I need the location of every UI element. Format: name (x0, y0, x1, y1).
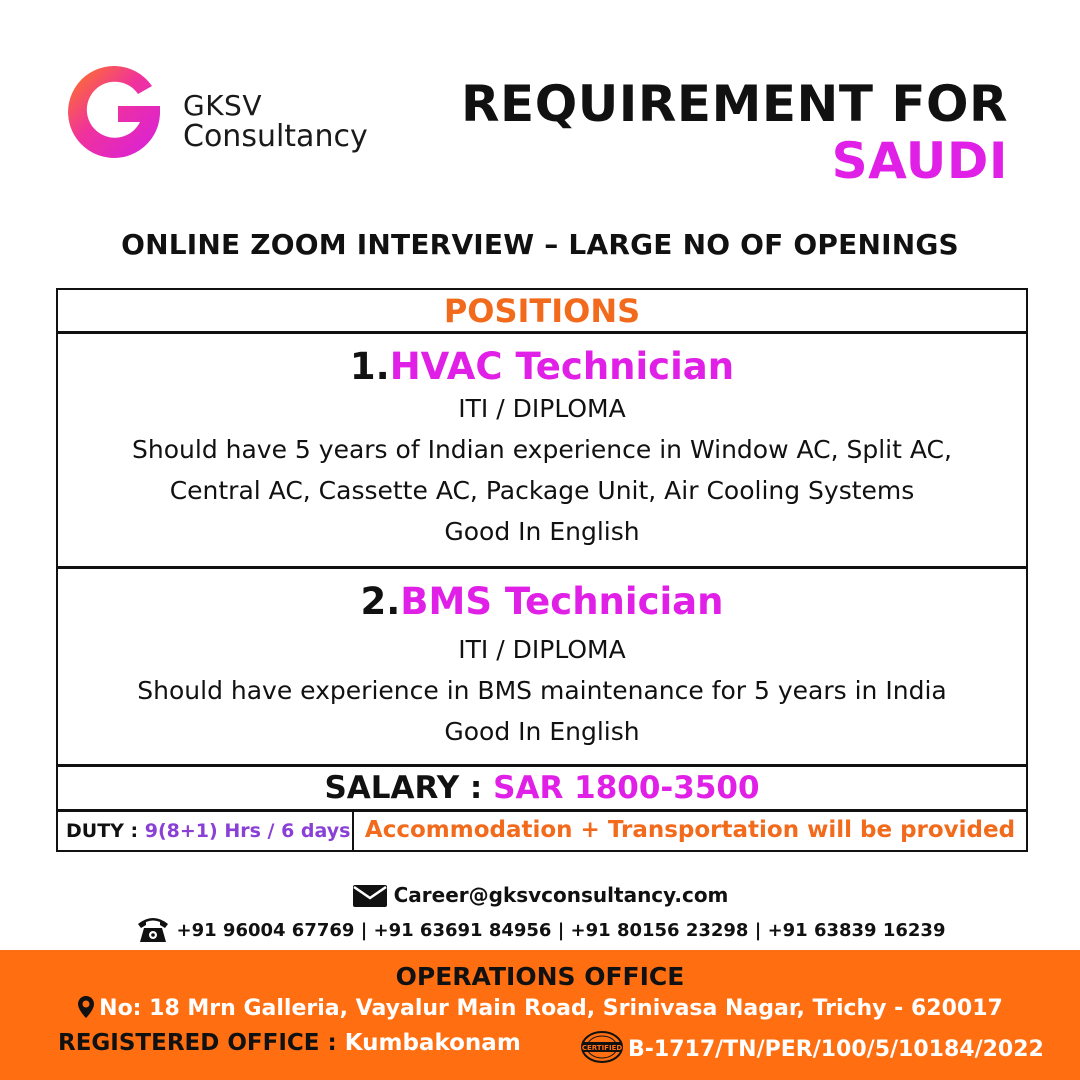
salary-label: SALARY : (324, 770, 483, 806)
job-card-2 (56, 566, 1028, 767)
salary-row (56, 764, 1028, 812)
salary-value: SAR 1800-3500 (493, 770, 760, 806)
job-2-qualification: ITI / DIPLOMA (458, 634, 626, 664)
job-name-2: BMS Technician (400, 580, 724, 623)
registered-office-value: Kumbakonam (344, 1030, 521, 1056)
title-country: SAUDI (831, 131, 1008, 190)
registered-office (58, 1030, 521, 1056)
benefits-text: Accommodation + Transportation will be provided (364, 817, 1016, 843)
address-text: No: 18 Mrn Galleria, Vayalur Main Road, Srinivasa Nagar, Trichy - 620017 (99, 996, 1003, 1021)
job-title-1 (58, 347, 1026, 388)
license-text: B-1717/TN/PER/100/5/10184/2022 (628, 1037, 1044, 1062)
page-title (461, 75, 1008, 190)
positions-header: POSITIONS (56, 288, 1028, 334)
duty-label: DUTY : (66, 820, 139, 842)
job-2-requirement: Should have experience in BMS maintenance for 5 years in India (137, 675, 947, 705)
subheading: ONLINE ZOOM INTERVIEW – LARGE NO OF OPENINGS (121, 228, 959, 261)
gksv-logo-icon (60, 56, 170, 166)
job-name-1: HVAC Technician (389, 345, 735, 388)
envelope-icon (352, 884, 388, 908)
registered-office-label: REGISTERED OFFICE : (58, 1030, 337, 1056)
operations-address (0, 995, 1080, 1021)
job-card-1 (56, 331, 1028, 569)
phone-line (0, 914, 1080, 944)
brand-name (183, 89, 368, 154)
footer-banner (0, 950, 1080, 1080)
contact-phones[interactable]: +91 96004 67769 | +91 63691 84956 | +91 80156 23298 | +91 63839 16239 (176, 920, 946, 941)
certified-stamp-icon (580, 1030, 624, 1064)
email-line (0, 883, 1080, 908)
duty-cell (58, 811, 354, 850)
title-line-1: REQUIREMENT FOR (461, 75, 1008, 133)
job-number-2: 2. (360, 580, 401, 623)
telephone-icon (135, 914, 171, 944)
operations-office-title: OPERATIONS OFFICE (395, 962, 685, 991)
job-1-requirement-line-1: Should have 5 years of Indian experience in Window AC, Split AC, (132, 434, 952, 464)
brand-line-1: GKSV (183, 89, 262, 122)
brand-line-2: Consultancy (183, 119, 368, 154)
certified-stamp-text: CERTIFIED (581, 1044, 623, 1052)
job-1-requirement-line-2: Central AC, Cassette AC, Package Unit, Air Cooling Systems (169, 475, 915, 505)
location-pin-icon (77, 995, 95, 1019)
job-number-1: 1. (349, 345, 390, 388)
job-1-language: Good In English (444, 516, 640, 546)
job-2-language: Good In English (444, 716, 640, 746)
job-1-qualification: ITI / DIPLOMA (458, 393, 626, 423)
duty-value: 9(8+1) Hrs / 6 days (144, 820, 351, 842)
license-number (580, 1030, 1044, 1064)
duty-benefits-row (56, 809, 1028, 852)
contact-email[interactable]: Career@gksvconsultancy.com (393, 883, 729, 907)
job-title-2 (58, 582, 1026, 623)
